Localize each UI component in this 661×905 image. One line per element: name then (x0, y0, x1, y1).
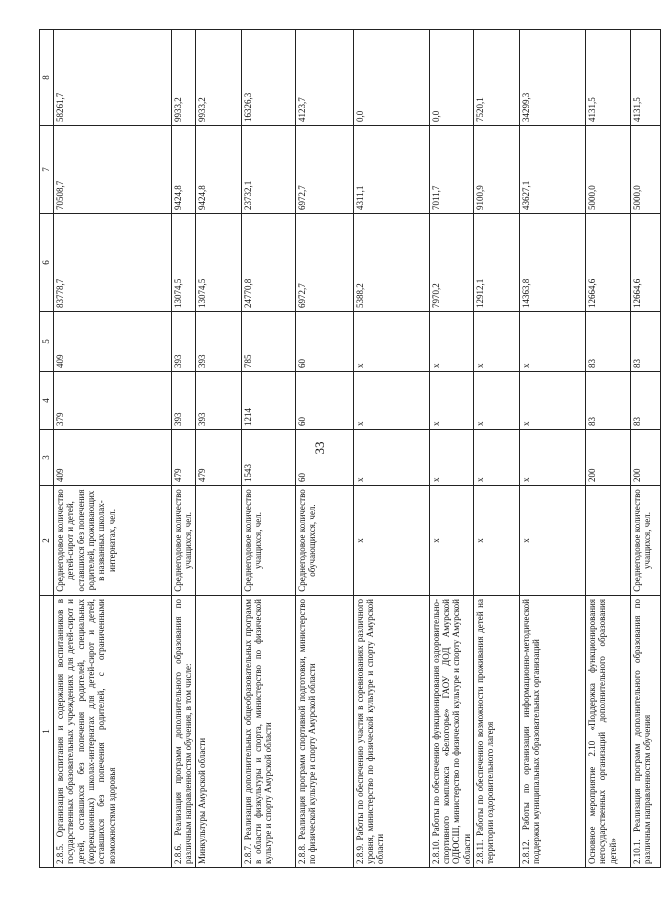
page-number: 33 (312, 441, 327, 455)
row-value-cell: 379 (54, 372, 172, 430)
row-value-cell: 5000,0 (631, 126, 661, 214)
row-value-cell: 479 (195, 430, 241, 486)
row-value-cell: 9424,8 (172, 126, 196, 214)
row-value-cell: 12664,6 (586, 214, 631, 312)
row-indicator-cell: х (520, 486, 586, 596)
row-value-cell: 83 (631, 372, 661, 430)
table-row (172, 30, 196, 868)
row-value-cell: 12912,1 (474, 214, 520, 312)
row-value-cell: х (520, 312, 586, 372)
row-indicator-cell: Среднегодовое количество обучающихся, чел. (295, 486, 353, 596)
row-value-cell: 23732,1 (241, 126, 295, 214)
row-value-cell: 785 (241, 312, 295, 372)
row-value-cell: 13074,5 (172, 214, 196, 312)
row-value-cell: 5000,0 (586, 126, 631, 214)
row-value-cell: 6972,7 (295, 214, 353, 312)
table-row (631, 30, 661, 868)
row-value-cell: х (353, 372, 429, 430)
row-value-cell: х (474, 430, 520, 486)
row-indicator-cell: Среднегодовое количество детей-сирот и детей, оставшихся без попечения родителей, проживающих в названных школах-интернатах, чел. (54, 486, 172, 596)
row-value-cell: 24770,8 (241, 214, 295, 312)
header-cell: 1 (40, 596, 54, 868)
table-row (353, 30, 429, 868)
row-indicator-cell (195, 486, 241, 596)
header-cell: 8 (40, 30, 54, 126)
row-value-cell: х (429, 312, 473, 372)
row-value-cell: 43627,1 (520, 126, 586, 214)
row-value-cell: 7520,1 (474, 30, 520, 126)
rotated-table (39, 30, 653, 868)
header-cell: 4 (40, 372, 54, 430)
row-value-cell: 60 (295, 372, 353, 430)
row-value-cell: 7011,7 (429, 126, 473, 214)
row-value-cell: 60 (295, 430, 353, 486)
row-description-cell: 2.8.8. Реализация программ спортивной подготовки, министерство по физической культуре и спорту Амурской области (295, 596, 353, 868)
header-cell: 5 (40, 312, 54, 372)
header-cell: 7 (40, 126, 54, 214)
table-row (520, 30, 586, 868)
row-value-cell: 1214 (241, 372, 295, 430)
row-indicator-cell (586, 486, 631, 596)
row-indicator-cell: х (429, 486, 473, 596)
row-value-cell: х (429, 430, 473, 486)
table-row (429, 30, 473, 868)
row-description-cell: 2.8.10. Работы по обеспечению функционирования оздоровительно-спортивного комплекса «Белогорье» ГАОУ ДОД Амурской ОДЮСШ, министерство по физической культуре и спорту Амурской области (429, 596, 473, 868)
row-value-cell: х (520, 430, 586, 486)
row-description-cell: 2.8.7. Реализация дополнительных общеобразовательных программ в области физкультуры и спорта, министерство по физической культуре и спорту Амурской области (241, 596, 295, 868)
row-value-cell: 9424,8 (195, 126, 241, 214)
table-header-row (40, 30, 54, 868)
row-value-cell: 7970,2 (429, 214, 473, 312)
row-value-cell: 6972,7 (295, 126, 353, 214)
row-indicator-cell: Среднегодовое количество учащихся, чел. (631, 486, 661, 596)
row-value-cell: 393 (195, 372, 241, 430)
row-description-cell: 2.10.1. Реализация программ дополнительного образования по различным направленностям обучения (631, 596, 661, 868)
row-value-cell: х (520, 372, 586, 430)
row-description-cell: 2.8.9. Работы по обеспечению участия в соревнованиях различного уровня, министерство по физической культуре и спорту Амурской области (353, 596, 429, 868)
budget-table (39, 29, 661, 868)
row-value-cell: 12664,6 (631, 214, 661, 312)
row-value-cell: 14363,8 (520, 214, 586, 312)
row-indicator-cell: Среднегодовое количество учащихся, чел. (241, 486, 295, 596)
table-container (39, 30, 653, 868)
header-cell: 6 (40, 214, 54, 312)
table-row (54, 30, 172, 868)
row-value-cell: 393 (172, 312, 196, 372)
row-value-cell: 34299,3 (520, 30, 586, 126)
row-description-cell: Минкультуры Амурской области (195, 596, 241, 868)
row-value-cell: 393 (172, 372, 196, 430)
row-description-cell: 2.8.12. Работы по организации информационно-методической поддержки муниципальных образовательных организаций (520, 596, 586, 868)
row-value-cell: 4131,5 (586, 30, 631, 126)
row-value-cell: 0,0 (353, 30, 429, 126)
row-value-cell: 479 (172, 430, 196, 486)
table-row (295, 30, 353, 868)
row-value-cell: 200 (586, 430, 631, 486)
row-value-cell: 83 (631, 312, 661, 372)
row-value-cell: 9933,2 (172, 30, 196, 126)
row-value-cell: 409 (54, 312, 172, 372)
row-value-cell: 200 (631, 430, 661, 486)
row-value-cell: 4311,1 (353, 126, 429, 214)
table-row (474, 30, 520, 868)
row-value-cell: 83 (586, 312, 631, 372)
row-value-cell: 4131,5 (631, 30, 661, 126)
row-value-cell: 60 (295, 312, 353, 372)
row-value-cell: 409 (54, 430, 172, 486)
row-value-cell: х (353, 430, 429, 486)
row-value-cell: 70508,7 (54, 126, 172, 214)
header-cell: 2 (40, 486, 54, 596)
row-value-cell: 16326,3 (241, 30, 295, 126)
row-value-cell: 1543 (241, 430, 295, 486)
row-value-cell: 83778,7 (54, 214, 172, 312)
header-cell: 3 (40, 430, 54, 486)
row-value-cell: х (353, 312, 429, 372)
row-indicator-cell: Среднегодовое количество учащихся, чел. (172, 486, 196, 596)
table-row (195, 30, 241, 868)
row-value-cell: 13074,5 (195, 214, 241, 312)
row-value-cell: 58261,7 (54, 30, 172, 126)
row-indicator-cell: х (353, 486, 429, 596)
row-value-cell: 393 (195, 312, 241, 372)
row-value-cell: 9933,2 (195, 30, 241, 126)
row-value-cell: 5388,2 (353, 214, 429, 312)
row-value-cell: х (474, 372, 520, 430)
row-value-cell: 83 (586, 372, 631, 430)
row-description-cell: Основное мероприятие 2.10 «Поддержка функционирования негосударственных организаций дополнительного образования детей» (586, 596, 631, 868)
row-value-cell: х (474, 312, 520, 372)
table-row (586, 30, 631, 868)
row-description-cell: 2.8.11. Работы по обеспечению возможности проживания детей на территории оздоровительного лагеря (474, 596, 520, 868)
row-value-cell: х (429, 372, 473, 430)
table-row (241, 30, 295, 868)
row-indicator-cell: х (474, 486, 520, 596)
row-value-cell: 9100,9 (474, 126, 520, 214)
row-value-cell: 4123,7 (295, 30, 353, 126)
row-description-cell: 2.8.6. Реализация программ дополнительного образования по различным направленностям обучения, в том числе: (172, 596, 196, 868)
row-value-cell: 0,0 (429, 30, 473, 126)
row-description-cell: 2.8.5. Организация воспитания и содержания воспитанников в государственных образовательных учреждениях для детей-сирот и детей, оставшихся без попечения родителей, специальных (коррекционных) школах-интернатах для детей-сирот и детей, оставшихся без попечения родителей, с ограниченными возможностями здоровья (54, 596, 172, 868)
